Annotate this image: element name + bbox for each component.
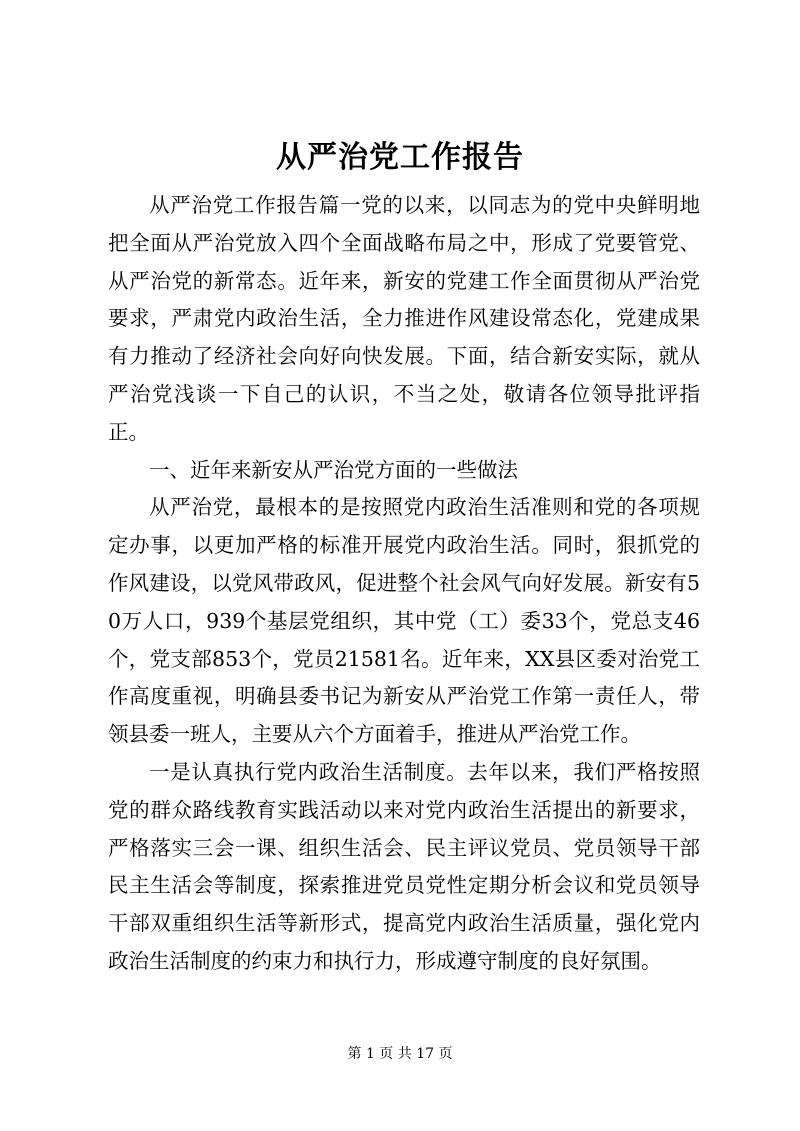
page-number-footer: 第 1 页 共 17 页 [347, 1046, 453, 1062]
body-paragraph: 一是认真执行党内政治生活制度。去年以来，我们严格按照党的群众路线教育实践活动以来对党内政治生活提出的新要求，严格落实三会一课、组织生活会、民主评议党员、党员领导干部民主生活会等制度，探索推进党员党性定期分析会议和党员领导干部双重组织生活等新形式，提高党内政治生活质量，强化党内政治生活制度的约束力和执行力，形成遵守制度的良好氛围。 [108, 759, 700, 973]
section-heading: 一、近年来新安从严治党方面的一些做法 [149, 457, 518, 482]
document-body [108, 187, 700, 981]
body-paragraph: 从严治党，最根本的是按照党内政治生活准则和党的各项规定办事，以更加严格的标准开展党内政治生活。同时，狠抓党的作风建设，以党风带政风，促进整个社会风气向好发展。新安有50万人口，939个基层党组织，其中党（工）委33个，党总支46个，党支部853个，党员21581名。近年来，XX县区委对治党工作高度重视，明确县委书记为新安从严治党工作第一责任人，带领县委一班人，主要从六个方面着手，推进从严治党工作。 [108, 495, 700, 747]
document-title: 从严治党工作报告 [276, 140, 524, 175]
intro-paragraph: 从严治党工作报告篇一党的以来，以同志为的党中央鲜明地把全面从严治党放入四个全面战略布局之中，形成了党要管党、从严治党的新常态。近年来，新安的党建工作全面贯彻从严治党要求，严肃党内政治生活，全力推进作风建设常态化，党建成果有力推动了经济社会向好向快发展。下面，结合新安实际，就从严治党浅谈一下自己的认识，不当之处，敬请各位领导批评指正。 [108, 193, 700, 444]
